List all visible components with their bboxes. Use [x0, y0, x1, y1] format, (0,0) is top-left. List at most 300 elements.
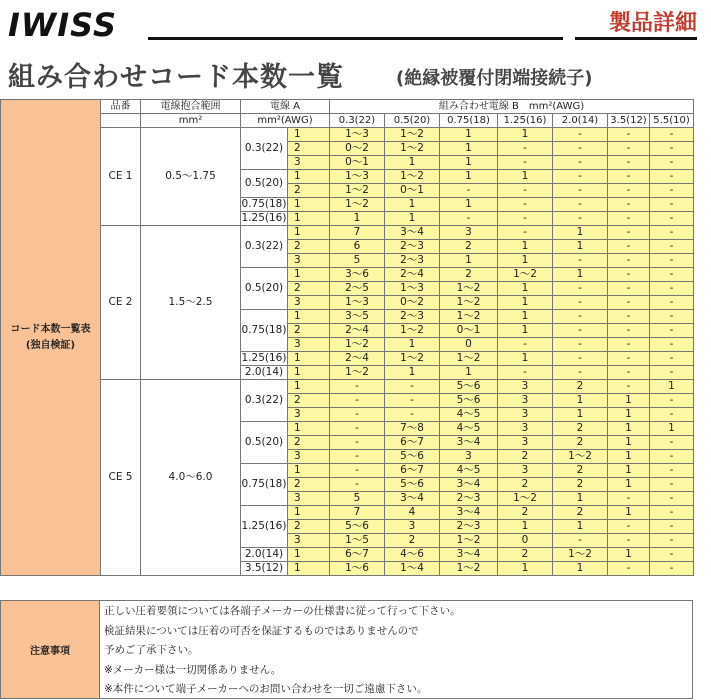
- wire-b-value: -: [650, 142, 694, 156]
- wire-b-value: 6～7: [330, 548, 385, 562]
- wire-b-value: 3: [498, 422, 553, 436]
- col-header-b-size: 0.75(18): [440, 114, 498, 128]
- wire-b-value: 1: [650, 380, 694, 394]
- wire-range: 1.5～2.5: [141, 226, 241, 380]
- wire-a-count: 3: [288, 408, 330, 422]
- wire-b-value: -: [498, 226, 553, 240]
- wire-b-value: 1: [330, 212, 385, 226]
- combination-table-wrapper: [0, 99, 711, 600]
- wire-b-value: 1: [553, 240, 608, 254]
- wire-b-value: 2: [498, 548, 553, 562]
- wire-b-value: -: [650, 310, 694, 324]
- wire-b-value: 1: [440, 254, 498, 268]
- wire-b-value: 1～3: [385, 282, 440, 296]
- wire-b-value: 1～2: [553, 548, 608, 562]
- col-header-b-size: 0.3(22): [330, 114, 385, 128]
- wire-b-value: 1: [608, 436, 650, 450]
- wire-b-value: 3: [440, 450, 498, 464]
- wire-b-value: 2: [440, 240, 498, 254]
- wire-b-value: 5: [330, 492, 385, 506]
- wire-a-count: 1: [288, 226, 330, 240]
- wire-b-value: 1: [498, 296, 553, 310]
- wire-b-value: -: [608, 296, 650, 310]
- wire-b-value: -: [650, 450, 694, 464]
- part-number: CE 1: [101, 128, 141, 226]
- wire-b-value: 1: [440, 128, 498, 142]
- section-label: [1, 100, 101, 576]
- wire-a-count: 1: [288, 352, 330, 366]
- wire-b-value: -: [553, 296, 608, 310]
- wire-a-size: 0.5(20): [241, 268, 288, 310]
- wire-b-value: -: [650, 436, 694, 450]
- wire-b-value: 1: [498, 324, 553, 338]
- wire-b-value: 3～4: [440, 548, 498, 562]
- wire-b-value: 1: [385, 212, 440, 226]
- wire-b-value: -: [608, 380, 650, 394]
- wire-b-value: -: [608, 534, 650, 548]
- wire-b-value: -: [498, 142, 553, 156]
- wire-b-value: 1～2: [440, 282, 498, 296]
- wire-b-value: 1～2: [440, 310, 498, 324]
- wire-b-value: -: [553, 352, 608, 366]
- product-detail-tag: 製品詳細: [608, 11, 697, 36]
- wire-b-value: 3～6: [330, 268, 385, 282]
- wire-a-count: 3: [288, 492, 330, 506]
- wire-a-size: 2.0(14): [241, 548, 288, 562]
- wire-b-value: 0～2: [385, 296, 440, 310]
- wire-a-count: 2: [288, 520, 330, 534]
- col-header-range-unit: mm²: [141, 114, 241, 128]
- wire-b-value: 4～5: [440, 408, 498, 422]
- wire-b-value: 4～6: [385, 548, 440, 562]
- wire-b-value: -: [385, 380, 440, 394]
- wire-b-value: -: [498, 338, 553, 352]
- col-header-b-size: 1.25(16): [498, 114, 553, 128]
- wire-b-value: -: [385, 408, 440, 422]
- wire-a-count: 2: [288, 394, 330, 408]
- wire-a-count: 1: [288, 128, 330, 142]
- wire-b-value: 2: [553, 380, 608, 394]
- wire-b-value: -: [385, 394, 440, 408]
- note-line: ※本件について端子メーカーへのお問い合わせを一切ご遠慮下さい。: [104, 683, 428, 695]
- wire-b-value: -: [553, 198, 608, 212]
- wire-b-value: -: [608, 562, 650, 576]
- wire-a-size: 1.25(16): [241, 212, 287, 224]
- wire-b-value: -: [553, 366, 608, 380]
- wire-b-value: -: [608, 212, 650, 226]
- wire-b-value: 1～2: [440, 352, 498, 366]
- wire-b-value: 1: [608, 478, 650, 492]
- wire-b-value: -: [650, 366, 694, 380]
- header-row-1: [1, 100, 694, 114]
- wire-a-count: 1: [288, 422, 330, 436]
- wire-range: 4.0～6.0: [141, 380, 241, 576]
- wire-b-value: 1: [385, 366, 440, 380]
- wire-b-value: -: [608, 492, 650, 506]
- col-header-wire-b: 組み合わせ電線 B mm²(AWG): [330, 100, 694, 114]
- header: [0, 0, 711, 95]
- wire-b-value: 1～4: [385, 562, 440, 576]
- col-header-b-size: 2.0(14): [553, 114, 608, 128]
- wire-b-value: -: [553, 156, 608, 170]
- wire-b-value: 0～2: [330, 142, 385, 156]
- wire-b-value: -: [330, 478, 385, 492]
- wire-b-value: 2～3: [440, 492, 498, 506]
- wire-b-value: -: [608, 352, 650, 366]
- wire-a-size: 2.0(14): [241, 366, 288, 380]
- wire-b-value: -: [650, 506, 694, 520]
- col-header-b-size: 0.5(20): [385, 114, 440, 128]
- wire-b-value: -: [650, 408, 694, 422]
- wire-b-value: 2: [553, 506, 608, 520]
- wire-a-count: 1: [288, 198, 330, 212]
- wire-b-value: 3: [498, 394, 553, 408]
- wire-a-count: 3: [288, 534, 330, 548]
- wire-b-value: -: [330, 464, 385, 478]
- wire-b-value: -: [553, 184, 608, 198]
- wire-b-value: -: [553, 170, 608, 184]
- wire-b-value: 1: [553, 492, 608, 506]
- wire-b-value: 7: [330, 506, 385, 520]
- wire-b-value: -: [608, 142, 650, 156]
- wire-b-value: -: [608, 520, 650, 534]
- part-number: CE 5: [101, 380, 141, 576]
- wire-b-value: -: [650, 562, 694, 576]
- wire-b-value: -: [330, 394, 385, 408]
- wire-b-value: 1～2: [330, 366, 385, 380]
- wire-b-value: -: [553, 338, 608, 352]
- wire-b-value: -: [650, 394, 694, 408]
- wire-b-value: -: [553, 310, 608, 324]
- wire-b-value: 1～2: [440, 296, 498, 310]
- wire-b-value: 1: [440, 156, 498, 170]
- wire-b-value: -: [553, 128, 608, 142]
- wire-b-value: 1: [498, 520, 553, 534]
- wire-b-value: 2: [553, 478, 608, 492]
- wire-b-value: 1: [385, 198, 440, 212]
- wire-a-count: 1: [288, 268, 330, 282]
- wire-b-value: 0～1: [385, 184, 440, 198]
- section-label-line2: (独自検証): [25, 339, 76, 351]
- wire-b-value: 2～3: [385, 240, 440, 254]
- wire-a-count: 3: [288, 254, 330, 268]
- wire-b-value: 5: [330, 254, 385, 268]
- wire-a-count: 1: [288, 506, 330, 520]
- wire-b-value: -: [608, 170, 650, 184]
- wire-b-value: -: [650, 296, 694, 310]
- wire-b-value: 1: [498, 352, 553, 366]
- wire-b-value: 1: [440, 198, 498, 212]
- wire-b-value: 2: [553, 422, 608, 436]
- wire-a-count: 1: [288, 170, 330, 184]
- wire-a-count: 2: [288, 436, 330, 450]
- brand-logo: IWISS: [8, 6, 118, 44]
- wire-a-count: 2: [288, 324, 330, 338]
- wire-b-value: 0～1: [440, 324, 498, 338]
- wire-b-value: 2～4: [330, 352, 385, 366]
- wire-b-value: -: [498, 198, 553, 212]
- wire-b-value: 1～6: [330, 562, 385, 576]
- wire-a-count: 3: [288, 338, 330, 352]
- wire-b-value: 0～1: [330, 156, 385, 170]
- wire-b-value: 6: [330, 240, 385, 254]
- wire-a-count: 1: [288, 562, 330, 576]
- notes-section: [0, 600, 693, 700]
- wire-a-size: 0.75(18): [241, 198, 287, 210]
- col-header-part-blank: [101, 114, 141, 128]
- wire-a-size: 0.5(20): [241, 170, 288, 198]
- section-label-line1: コード本数一覧表: [10, 323, 91, 335]
- wire-b-value: -: [608, 268, 650, 282]
- wire-b-value: 1～2: [498, 492, 553, 506]
- notes-body: [100, 600, 693, 699]
- wire-a-size: 0.5(20): [241, 422, 288, 464]
- wire-b-value: 1: [608, 506, 650, 520]
- wire-b-value: -: [650, 464, 694, 478]
- part-number: CE 2: [101, 226, 141, 380]
- wire-b-value: 2: [498, 450, 553, 464]
- wire-a-size: 0.3(22): [241, 226, 288, 268]
- wire-b-value: -: [650, 254, 694, 268]
- wire-b-value: 1: [440, 366, 498, 380]
- wire-b-value: -: [608, 226, 650, 240]
- wire-b-value: 1～2: [498, 268, 553, 282]
- wire-b-value: 5～6: [440, 380, 498, 394]
- wire-range: 0.5～1.75: [141, 128, 241, 226]
- wire-b-value: -: [608, 240, 650, 254]
- wire-b-value: 1: [608, 408, 650, 422]
- wire-b-value: 1: [498, 170, 553, 184]
- page-subtitle: (絶縁被覆付閉端接続子): [396, 68, 593, 89]
- wire-b-value: 7: [330, 226, 385, 240]
- wire-b-value: -: [498, 212, 553, 226]
- wire-b-value: 4～5: [440, 464, 498, 478]
- wire-a-size: 0.75(18): [241, 310, 288, 352]
- wire-b-value: 2～3: [440, 520, 498, 534]
- wire-a-count: 1: [288, 464, 330, 478]
- table-row: [1, 226, 694, 240]
- wire-b-value: 3～4: [440, 436, 498, 450]
- wire-b-value: 1～3: [330, 128, 385, 142]
- wire-b-value: 1～2: [385, 324, 440, 338]
- col-header-wire-a: 電線 A: [241, 100, 330, 114]
- table-row: [1, 128, 694, 142]
- wire-b-value: 1: [498, 282, 553, 296]
- wire-b-value: 1: [440, 142, 498, 156]
- wire-b-value: 1～2: [330, 338, 385, 352]
- wire-a-size: 1.25(16): [241, 506, 288, 548]
- wire-b-value: -: [608, 282, 650, 296]
- wire-b-value: 1: [553, 394, 608, 408]
- wire-b-value: -: [650, 184, 694, 198]
- col-header-b-size: 3.5(12): [608, 114, 650, 128]
- wire-b-value: -: [650, 282, 694, 296]
- wire-a-size: 1.25(16): [241, 352, 287, 364]
- wire-b-value: -: [650, 338, 694, 352]
- wire-b-value: -: [330, 422, 385, 436]
- page-title: 組み合わせコード本数一覧: [8, 62, 344, 93]
- wire-b-value: 0: [498, 534, 553, 548]
- wire-b-value: -: [650, 128, 694, 142]
- wire-b-value: -: [650, 324, 694, 338]
- wire-b-value: -: [553, 282, 608, 296]
- wire-b-value: -: [440, 212, 498, 226]
- wire-b-value: 2～3: [385, 310, 440, 324]
- wire-a-count: 2: [288, 478, 330, 492]
- wire-b-value: 1～2: [330, 198, 385, 212]
- wire-b-value: 1: [385, 338, 440, 352]
- wire-b-value: 4: [385, 506, 440, 520]
- wire-b-value: 2～4: [385, 268, 440, 282]
- wire-b-value: 1～2: [385, 142, 440, 156]
- wire-b-value: -: [650, 548, 694, 562]
- note-line: 検証結果については圧着の可否を保証するものではありませんので: [104, 624, 419, 637]
- wire-b-value: 7～8: [385, 422, 440, 436]
- wire-b-value: 2: [440, 268, 498, 282]
- wire-a-size: 0.75(18): [241, 464, 288, 506]
- wire-a-size: 3.5(12): [241, 562, 288, 576]
- col-header-range: 電線抱合範囲: [141, 100, 241, 114]
- wire-b-value: -: [650, 170, 694, 184]
- wire-b-value: 2: [498, 478, 553, 492]
- wire-b-value: 0: [440, 338, 498, 352]
- note-line: 正しい圧着要領については各端子メーカーの仕様書に従って行って下さい。: [104, 605, 461, 617]
- wire-b-value: 2: [553, 464, 608, 478]
- wire-a-count: 2: [288, 184, 330, 198]
- wire-b-value: -: [608, 324, 650, 338]
- note-line: ※メーカー様は一切関係ありません。: [104, 663, 282, 676]
- wire-b-value: 1: [553, 562, 608, 576]
- wire-b-value: -: [553, 534, 608, 548]
- wire-b-value: -: [330, 408, 385, 422]
- wire-b-value: 1: [498, 310, 553, 324]
- wire-b-value: -: [330, 436, 385, 450]
- wire-b-value: 1～2: [385, 170, 440, 184]
- wire-b-value: -: [650, 226, 694, 240]
- wire-b-value: 5～6: [385, 478, 440, 492]
- wire-b-value: 1: [385, 156, 440, 170]
- header-rule: [148, 37, 563, 40]
- wire-b-value: 3: [498, 408, 553, 422]
- wire-b-value: -: [650, 478, 694, 492]
- wire-b-value: 2: [553, 436, 608, 450]
- note-line: 予めご了承下さい。: [104, 644, 199, 656]
- col-header-part: 品番: [101, 100, 141, 114]
- wire-a-count: 3: [288, 296, 330, 310]
- wire-b-value: 5～6: [440, 394, 498, 408]
- wire-b-value: 2～5: [330, 282, 385, 296]
- wire-b-value: 5～6: [385, 450, 440, 464]
- wire-b-value: -: [330, 450, 385, 464]
- wire-b-value: -: [330, 380, 385, 394]
- wire-a-count: 2: [288, 142, 330, 156]
- wire-b-value: -: [650, 240, 694, 254]
- wire-b-value: -: [650, 198, 694, 212]
- col-header-wire-a-unit: mm²(AWG): [241, 114, 330, 128]
- wire-b-value: -: [650, 352, 694, 366]
- wire-b-value: 6～7: [385, 436, 440, 450]
- wire-b-value: 1: [553, 226, 608, 240]
- wire-b-value: 1: [498, 254, 553, 268]
- wire-b-value: 1: [608, 394, 650, 408]
- wire-b-value: 2: [498, 506, 553, 520]
- wire-a-size: 0.3(22): [241, 380, 288, 422]
- wire-b-value: 2～4: [330, 324, 385, 338]
- wire-a-count: 1: [288, 548, 330, 562]
- wire-b-value: 1～2: [385, 128, 440, 142]
- wire-b-value: 1～2: [330, 184, 385, 198]
- wire-b-value: 2: [385, 534, 440, 548]
- wire-a-count: 1: [288, 310, 330, 324]
- wire-a-count: 1: [288, 212, 330, 226]
- wire-b-value: -: [650, 534, 694, 548]
- wire-b-value: 1: [608, 450, 650, 464]
- wire-b-value: -: [553, 324, 608, 338]
- wire-b-value: 3～5: [330, 310, 385, 324]
- notes-label: 注意事項: [0, 600, 100, 699]
- wire-b-value: 3: [385, 520, 440, 534]
- wire-b-value: 1～3: [330, 170, 385, 184]
- wire-b-value: 1: [608, 548, 650, 562]
- tag-rule: [575, 37, 697, 40]
- wire-a-count: 3: [288, 156, 330, 170]
- wire-b-value: 1～5: [330, 534, 385, 548]
- wire-b-value: 1: [553, 520, 608, 534]
- wire-b-value: 1～2: [440, 534, 498, 548]
- wire-b-value: 3: [498, 436, 553, 450]
- wire-b-value: 3～4: [440, 506, 498, 520]
- wire-b-value: -: [650, 156, 694, 170]
- wire-b-value: 4～5: [440, 422, 498, 436]
- wire-b-value: -: [553, 142, 608, 156]
- wire-b-value: -: [608, 254, 650, 268]
- wire-b-value: 3: [440, 226, 498, 240]
- wire-b-value: 5～6: [330, 520, 385, 534]
- wire-b-value: -: [650, 492, 694, 506]
- wire-b-value: 3～4: [440, 478, 498, 492]
- wire-b-value: 3～4: [385, 226, 440, 240]
- wire-b-value: 2～3: [385, 254, 440, 268]
- wire-b-value: 6～7: [385, 464, 440, 478]
- wire-b-value: 1: [553, 408, 608, 422]
- wire-b-value: -: [498, 184, 553, 198]
- wire-b-value: -: [650, 212, 694, 226]
- wire-b-value: 1: [498, 240, 553, 254]
- wire-b-value: 1: [440, 170, 498, 184]
- wire-b-value: 3～4: [385, 492, 440, 506]
- wire-a-count: 1: [288, 366, 330, 380]
- wire-b-value: -: [608, 366, 650, 380]
- wire-b-value: 3: [498, 380, 553, 394]
- wire-b-value: -: [608, 184, 650, 198]
- wire-b-value: -: [440, 184, 498, 198]
- wire-b-value: 1～3: [330, 296, 385, 310]
- wire-b-value: -: [498, 156, 553, 170]
- wire-a-count: 1: [288, 380, 330, 394]
- combination-table: [0, 99, 694, 576]
- wire-a-size: 0.3(22): [241, 128, 288, 170]
- wire-b-value: -: [608, 338, 650, 352]
- wire-b-value: 1～2: [385, 352, 440, 366]
- wire-b-value: 3: [498, 464, 553, 478]
- wire-b-value: 1～2: [440, 562, 498, 576]
- wire-b-value: 1: [498, 128, 553, 142]
- wire-b-value: -: [608, 128, 650, 142]
- wire-b-value: -: [498, 366, 553, 380]
- wire-a-count: 2: [288, 240, 330, 254]
- wire-b-value: -: [650, 520, 694, 534]
- wire-b-value: 1: [553, 268, 608, 282]
